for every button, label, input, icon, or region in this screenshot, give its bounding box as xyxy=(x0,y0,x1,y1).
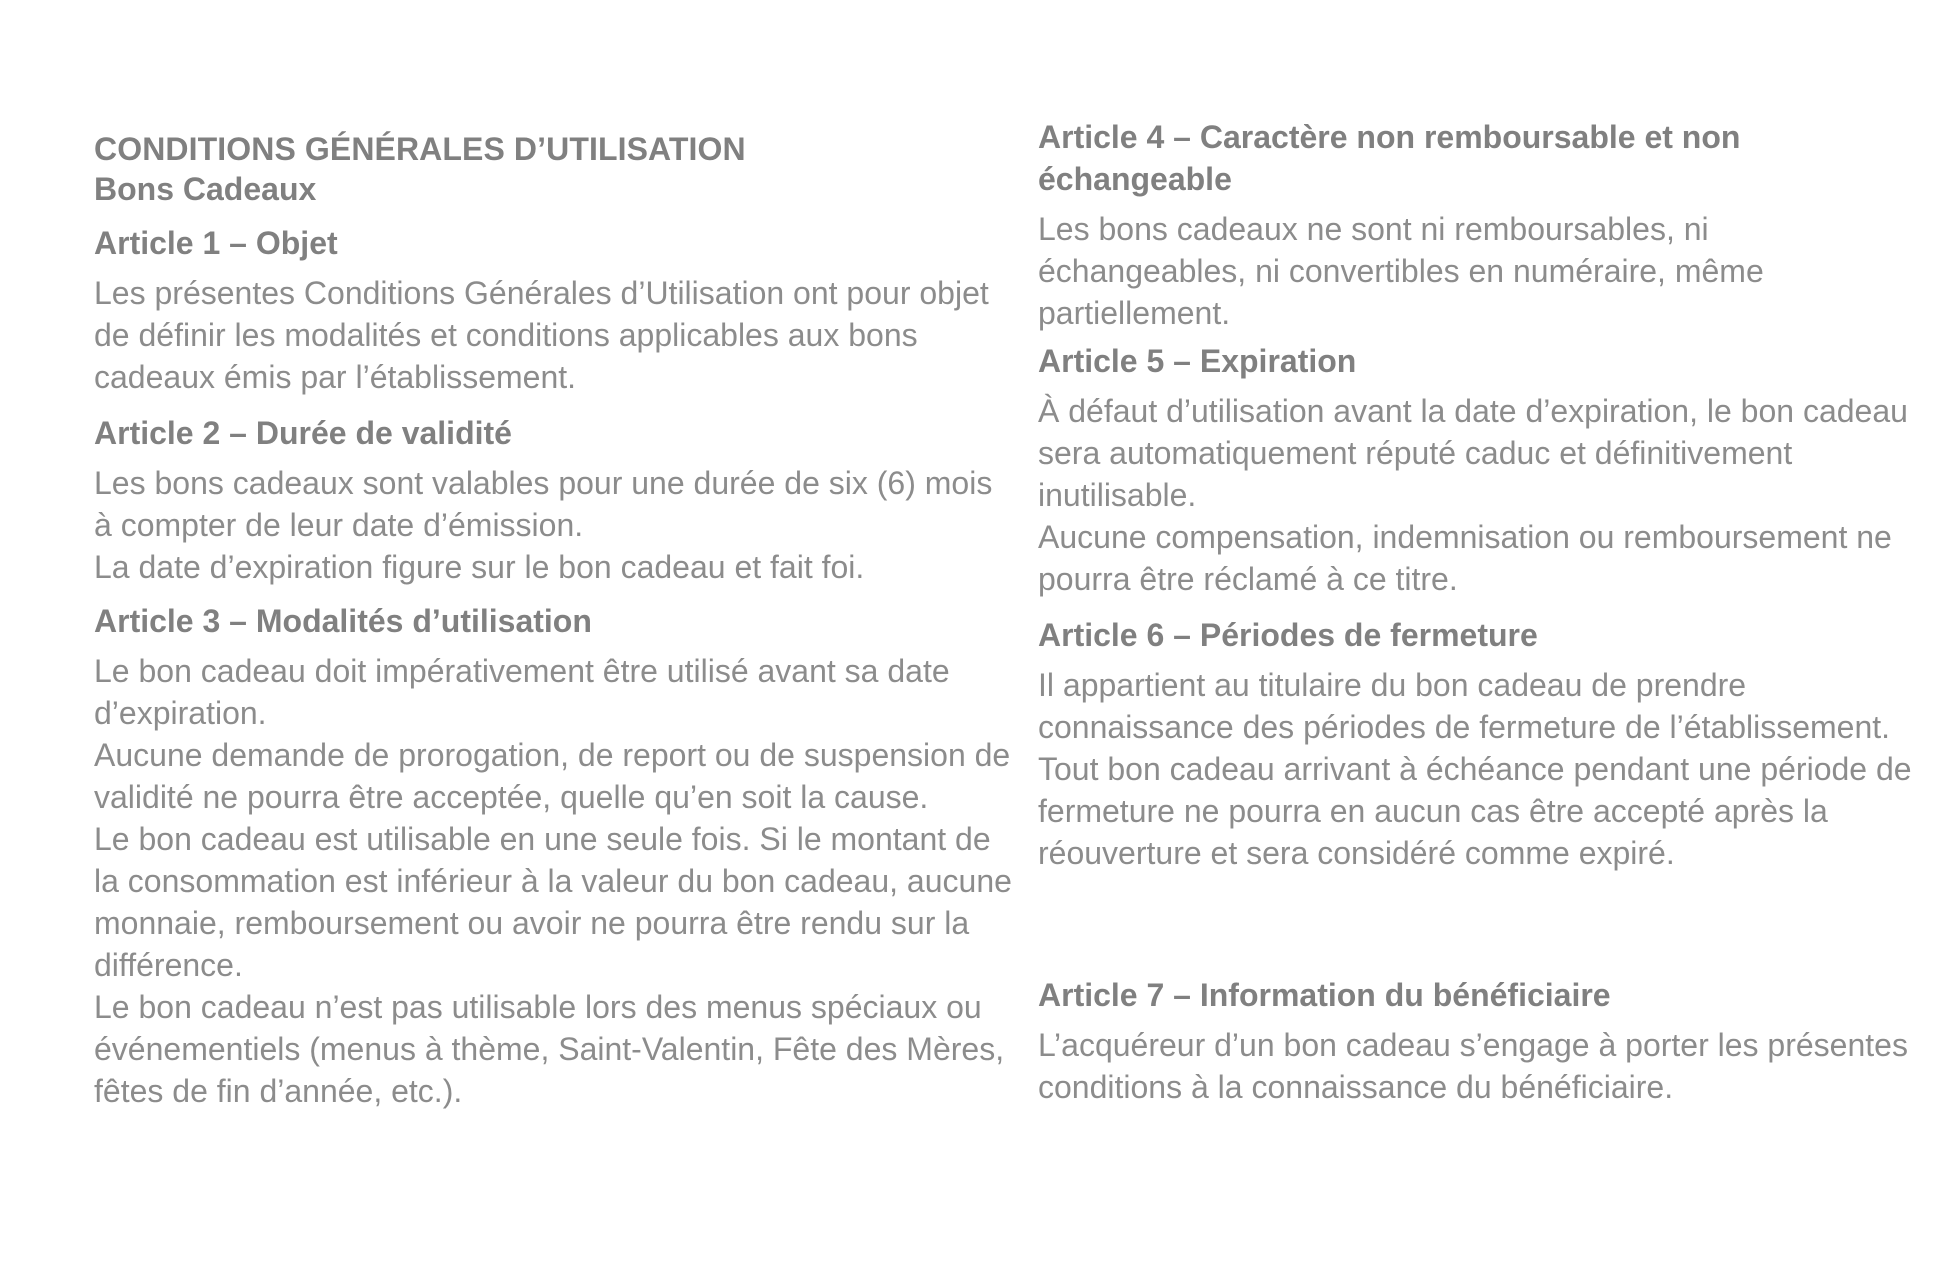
article-1 xyxy=(94,222,1014,398)
article-body xyxy=(94,650,1014,1112)
article-6 xyxy=(1038,614,1918,874)
article-body xyxy=(94,272,1014,398)
article-4 xyxy=(1038,116,1918,334)
article-heading: Article 5 – Expiration xyxy=(1038,343,1357,379)
article-paragraph: La date d’expiration figure sur le bon cadeau et fait foi. xyxy=(94,549,865,585)
article-heading: Article 4 – Caractère non remboursable et non échangeable xyxy=(1038,119,1741,197)
article-body xyxy=(94,462,1014,588)
article-heading: Article 3 – Modalités d’utilisation xyxy=(94,603,592,639)
article-paragraph: Il appartient au titulaire du bon cadeau de prendre connaissance des périodes de fermeture de l’établissement. xyxy=(1038,667,1891,745)
article-heading: Article 7 – Information du bénéficiaire xyxy=(1038,977,1611,1013)
article-3 xyxy=(94,600,1014,1112)
article-paragraph: Aucune compensation, indemnisation ou remboursement ne pourra être réclamé à ce titre. xyxy=(1038,519,1892,597)
article-body xyxy=(1038,208,1918,334)
article-paragraph: Le bon cadeau doit impérativement être utilisé avant sa date d’expiration. xyxy=(94,653,950,731)
article-paragraph: Les présentes Conditions Générales d’Utilisation ont pour objet de définir les modalités et conditions applicables aux bons cadeaux émis par l’établissement. xyxy=(94,275,989,395)
article-paragraph: L’acquéreur d’un bon cadeau s’engage à porter les présentes conditions à la connaissance du bénéficiaire. xyxy=(1038,1027,1908,1105)
article-paragraph: Les bons cadeaux sont valables pour une durée de six (6) mois à compter de leur date d’émission. xyxy=(94,465,993,543)
article-heading: Article 6 – Périodes de fermeture xyxy=(1038,617,1538,653)
document-subtitle: Bons Cadeaux xyxy=(94,171,317,207)
article-body xyxy=(1038,1024,1918,1108)
article-paragraph: Les bons cadeaux ne sont ni remboursables, ni échangeables, ni convertibles en numéraire, même partiellement. xyxy=(1038,211,1764,331)
article-paragraph: Le bon cadeau n’est pas utilisable lors des menus spéciaux ou événementiels (menus à thème, Saint-Valentin, Fête des Mères, fêtes de fin d’année, etc.). xyxy=(94,989,1005,1109)
article-body xyxy=(1038,664,1918,874)
article-heading: Article 1 – Objet xyxy=(94,225,338,261)
article-paragraph: Le bon cadeau est utilisable en une seule fois. Si le montant de la consommation est inférieur à la valeur du bon cadeau, aucune monnaie, remboursement ou avoir ne pourra être rendu sur la différence. xyxy=(94,821,1012,983)
article-2 xyxy=(94,412,1014,588)
article-5 xyxy=(1038,340,1918,600)
document-title: CONDITIONS GÉNÉRALES D’UTILISATION xyxy=(94,131,746,167)
article-paragraph: Tout bon cadeau arrivant à échéance pendant une période de fermeture ne pourra en aucun cas être accepté après la réouverture et sera considéré comme expiré. xyxy=(1038,751,1912,871)
article-paragraph: À défaut d’utilisation avant la date d’expiration, le bon cadeau sera automatiquement réputé caduc et définitivement inutilisable. xyxy=(1038,393,1908,513)
article-heading: Article 2 – Durée de validité xyxy=(94,415,512,451)
article-paragraph: Aucune demande de prorogation, de report ou de suspension de validité ne pourra être acceptée, quelle qu’en soit la cause. xyxy=(94,737,1011,815)
article-body xyxy=(1038,390,1918,600)
article-7 xyxy=(1038,974,1918,1108)
